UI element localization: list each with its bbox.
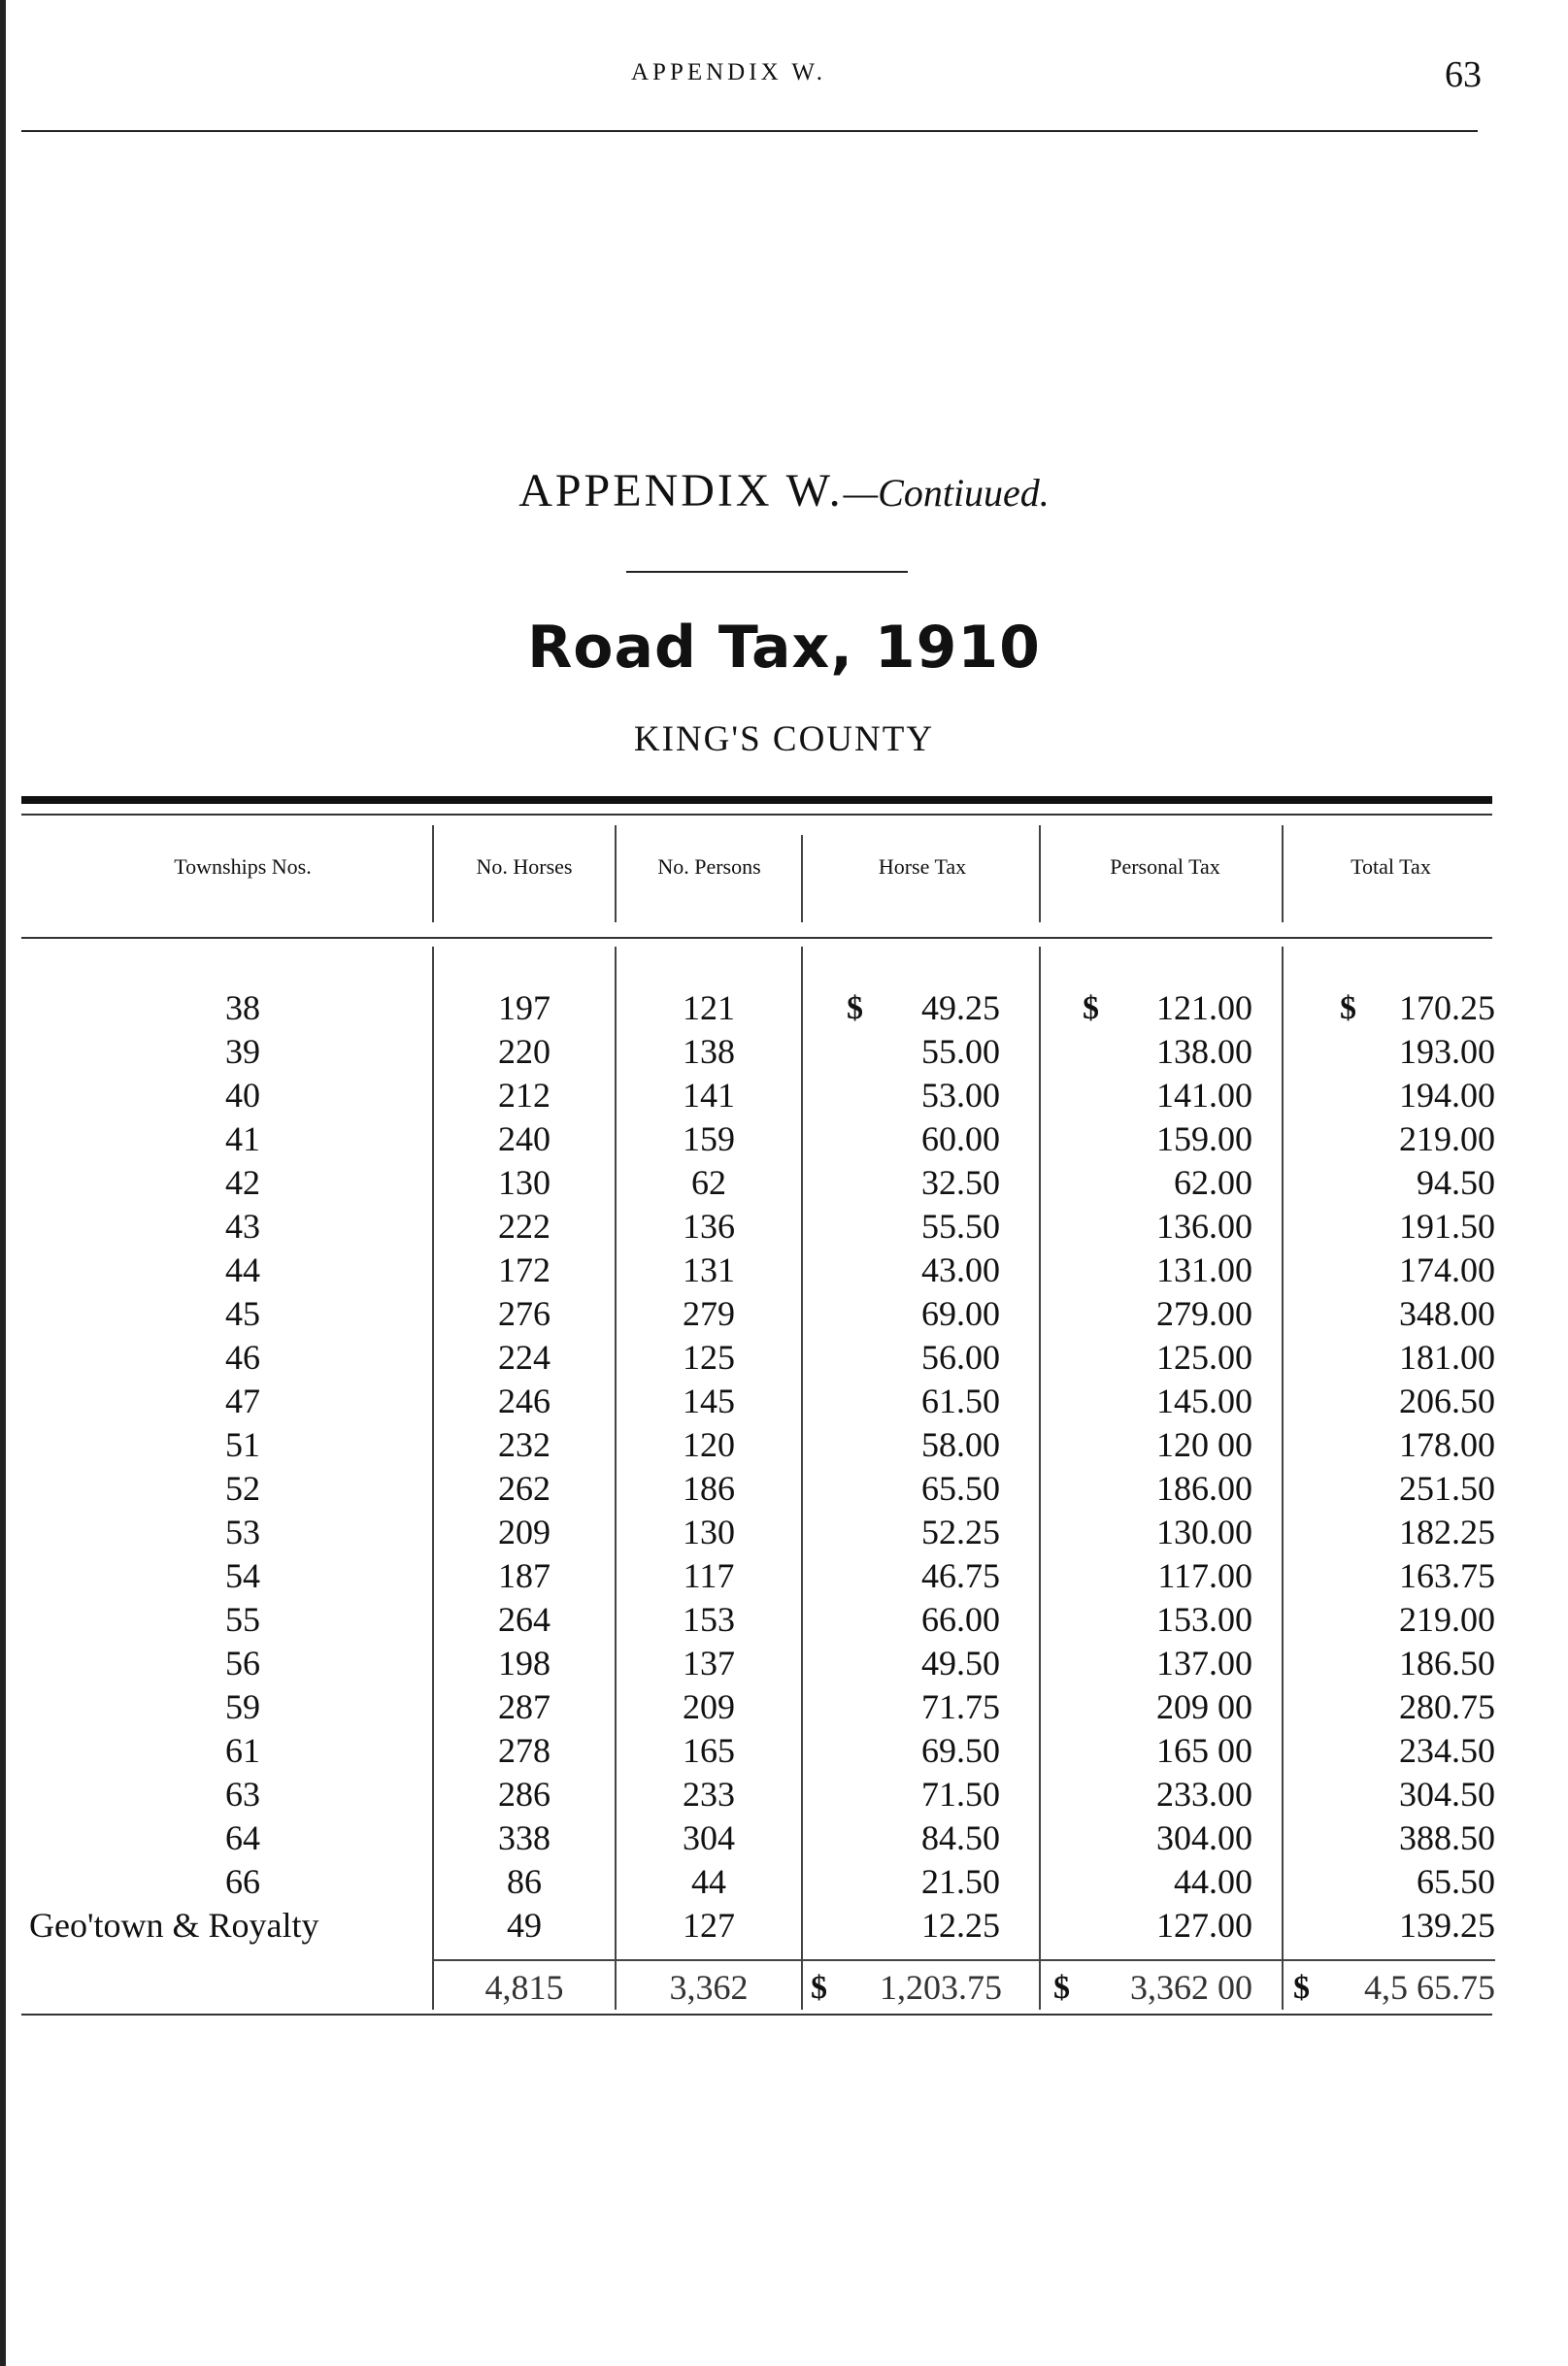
horses-cell: 240 <box>498 1119 550 1158</box>
personal-tax-cell: 131.00 <box>1156 1250 1252 1289</box>
running-title: APPENDIX W. <box>631 59 826 85</box>
column-divider <box>432 825 434 922</box>
personal-tax-cell: 153.00 <box>1156 1600 1252 1639</box>
township-cell: 43 <box>225 1207 260 1246</box>
township-cell: 38 <box>225 988 260 1027</box>
township-cell: 39 <box>225 1032 260 1071</box>
personal-tax-cell: 186.00 <box>1156 1469 1252 1508</box>
township-cell: 61 <box>225 1731 260 1770</box>
horse-tax-cell: 12.25 <box>921 1906 1000 1945</box>
grand-total-cell: 4,5 65.75 <box>1364 1968 1495 2007</box>
township-cell: 56 <box>225 1644 260 1683</box>
table-top-rule <box>21 796 1492 804</box>
totals-row <box>0 1966 1568 2010</box>
township-cell: 52 <box>225 1469 260 1508</box>
horse-tax-cell: 61.50 <box>921 1382 1000 1420</box>
table-top-thin-rule <box>21 814 1492 816</box>
column-divider <box>801 835 803 922</box>
table-row <box>0 1292 1568 1336</box>
table-row <box>0 1685 1568 1729</box>
personal-tax-cell: 137.00 <box>1156 1644 1252 1683</box>
persons-cell: 121 <box>683 988 735 1027</box>
horse-tax-cell: 66.00 <box>921 1600 1000 1639</box>
horse-tax-cell: 71.50 <box>921 1775 1000 1814</box>
township-cell: 46 <box>225 1338 260 1377</box>
township-cell: 55 <box>225 1600 260 1639</box>
dollar-sign: $ <box>1340 990 1356 1026</box>
horse-tax-cell: 71.75 <box>921 1687 1000 1726</box>
horse-tax-cell: 69.00 <box>921 1294 1000 1333</box>
personal-tax-cell: 145.00 <box>1156 1382 1252 1420</box>
township-cell: 45 <box>225 1294 260 1333</box>
page-title: Road Tax, 1910 <box>527 614 1041 682</box>
persons-cell: 233 <box>683 1775 735 1814</box>
total-tax-cell: 348.00 <box>1399 1294 1495 1333</box>
township-cell: 40 <box>225 1076 260 1115</box>
township-cell: 41 <box>225 1119 260 1158</box>
dollar-sign: $ <box>1083 990 1099 1026</box>
total-tax-cell: 388.50 <box>1399 1818 1495 1857</box>
dollar-sign: $ <box>847 990 863 1026</box>
personal-tax-cell: 159.00 <box>1156 1119 1252 1158</box>
total-tax-cell: 193.00 <box>1399 1032 1495 1071</box>
appendix-label: APPENDIX W. <box>518 465 844 517</box>
persons-cell: 145 <box>683 1382 735 1420</box>
personal-tax-cell: 165 00 <box>1156 1731 1252 1770</box>
township-cell: 51 <box>225 1425 260 1464</box>
personal-tax-cell: 127.00 <box>1156 1906 1252 1945</box>
horses-cell: 286 <box>498 1775 550 1814</box>
township-cell: 66 <box>225 1862 260 1901</box>
persons-cell: 137 <box>683 1644 735 1683</box>
horses-cell: 86 <box>507 1862 542 1901</box>
total-tax-cell: 170.25 <box>1399 988 1495 1027</box>
total-tax-cell: 280.75 <box>1399 1687 1495 1726</box>
total-tax-cell: 191.50 <box>1399 1207 1495 1246</box>
horse-tax-cell: 56.00 <box>921 1338 1000 1377</box>
persons-cell: 138 <box>683 1032 735 1071</box>
table-row <box>0 986 1568 1030</box>
table-row <box>0 1904 1568 1948</box>
column-header-horses: No. Horses <box>476 854 573 879</box>
persons-cell: 186 <box>683 1469 735 1508</box>
personal-tax-cell: 62.00 <box>1174 1163 1252 1202</box>
total-persons-cell: 3,362 <box>669 1968 749 2007</box>
table-row <box>0 1030 1568 1074</box>
horse-tax-cell: 21.50 <box>921 1862 1000 1901</box>
personal-tax-cell: 279.00 <box>1156 1294 1252 1333</box>
table-row <box>0 1423 1568 1467</box>
persons-cell: 304 <box>683 1818 735 1857</box>
personal-tax-cell: 117.00 <box>1157 1556 1252 1595</box>
horses-cell: 276 <box>498 1294 550 1333</box>
table-row <box>0 1205 1568 1249</box>
township-cell: 44 <box>225 1250 260 1289</box>
horse-tax-cell: 49.25 <box>921 988 1000 1027</box>
total-tax-cell: 181.00 <box>1399 1338 1495 1377</box>
table-row <box>0 1773 1568 1816</box>
total-tax-cell: 234.50 <box>1399 1731 1495 1770</box>
page-number: 63 <box>1445 54 1482 95</box>
horse-tax-cell: 43.00 <box>921 1250 1000 1289</box>
horses-cell: 232 <box>498 1425 550 1464</box>
sum-rule <box>1039 1959 1282 1961</box>
personal-tax-cell: 121.00 <box>1156 988 1252 1027</box>
township-cell: 47 <box>225 1382 260 1420</box>
horses-cell: 224 <box>498 1338 550 1377</box>
column-header-persons: No. Persons <box>657 854 761 879</box>
personal-tax-cell: 125.00 <box>1156 1338 1252 1377</box>
column-header-personal-tax: Personal Tax <box>1110 854 1220 879</box>
total-tax-cell: 163.75 <box>1399 1556 1495 1595</box>
persons-cell: 127 <box>683 1906 735 1945</box>
total-horses-cell: 4,815 <box>484 1968 564 2007</box>
table-row <box>0 1554 1568 1598</box>
table-row <box>0 1860 1568 1904</box>
total-tax-cell: 139.25 <box>1399 1906 1495 1945</box>
personal-tax-cell: 130.00 <box>1156 1513 1252 1551</box>
column-header-total-tax: Total Tax <box>1351 854 1431 879</box>
personal-tax-cell: 120 00 <box>1156 1425 1252 1464</box>
table-bottom-rule <box>21 2014 1492 2016</box>
horses-cell: 287 <box>498 1687 550 1726</box>
persons-cell: 130 <box>683 1513 735 1551</box>
sum-rule <box>1282 1959 1495 1961</box>
horse-tax-cell: 49.50 <box>921 1644 1000 1683</box>
horses-cell: 212 <box>498 1076 550 1115</box>
persons-cell: 117 <box>683 1556 735 1595</box>
horse-tax-cell: 55.00 <box>921 1032 1000 1071</box>
total-tax-cell: 186.50 <box>1399 1644 1495 1683</box>
column-divider <box>1039 825 1041 922</box>
horse-tax-cell: 46.75 <box>921 1556 1000 1595</box>
dollar-sign: $ <box>1293 1970 1310 2006</box>
township-cell: 42 <box>225 1163 260 1202</box>
sum-rule <box>801 1959 1039 1961</box>
dollar-sign: $ <box>811 1970 827 2006</box>
appendix-heading <box>0 464 1568 517</box>
persons-cell: 136 <box>683 1207 735 1246</box>
table-row <box>0 1642 1568 1685</box>
township-cell: 64 <box>225 1818 260 1857</box>
personal-tax-cell: 209 00 <box>1156 1687 1252 1726</box>
persons-cell: 165 <box>683 1731 735 1770</box>
personal-tax-cell: 141.00 <box>1156 1076 1252 1115</box>
column-divider <box>1282 825 1284 922</box>
title-separator <box>626 571 908 573</box>
horse-tax-cell: 53.00 <box>921 1076 1000 1115</box>
persons-cell: 141 <box>683 1076 735 1115</box>
total-horse-tax-cell: 1,203.75 <box>880 1968 1002 2007</box>
persons-cell: 279 <box>683 1294 735 1333</box>
township-cell: Geo'town & Royalty <box>29 1906 319 1945</box>
horses-cell: 49 <box>507 1906 542 1945</box>
horses-cell: 197 <box>498 988 550 1027</box>
personal-tax-cell: 138.00 <box>1156 1032 1252 1071</box>
horse-tax-cell: 52.25 <box>921 1513 1000 1551</box>
township-cell: 63 <box>225 1775 260 1814</box>
horse-tax-cell: 60.00 <box>921 1119 1000 1158</box>
persons-cell: 209 <box>683 1687 735 1726</box>
table-row <box>0 1467 1568 1511</box>
table-row <box>0 1729 1568 1773</box>
total-tax-cell: 94.50 <box>1417 1163 1495 1202</box>
horses-cell: 264 <box>498 1600 550 1639</box>
horses-cell: 338 <box>498 1818 550 1857</box>
header-rule <box>21 130 1478 132</box>
horse-tax-cell: 84.50 <box>921 1818 1000 1857</box>
personal-tax-cell: 44.00 <box>1174 1862 1252 1901</box>
horses-cell: 198 <box>498 1644 550 1683</box>
persons-cell: 125 <box>683 1338 735 1377</box>
sum-rule <box>432 1959 617 1961</box>
total-tax-cell: 174.00 <box>1399 1250 1495 1289</box>
running-head <box>0 53 1568 95</box>
table-row <box>0 1816 1568 1860</box>
persons-cell: 153 <box>683 1600 735 1639</box>
horse-tax-cell: 58.00 <box>921 1425 1000 1464</box>
table-row <box>0 1161 1568 1205</box>
personal-tax-cell: 136.00 <box>1156 1207 1252 1246</box>
total-tax-cell: 304.50 <box>1399 1775 1495 1814</box>
column-header-horse-tax: Horse Tax <box>878 854 967 879</box>
table-row <box>0 1336 1568 1380</box>
sum-rule <box>615 1959 801 1961</box>
total-personal-tax-cell: 3,362 00 <box>1130 1968 1252 2007</box>
horses-cell: 222 <box>498 1207 550 1246</box>
horses-cell: 246 <box>498 1382 550 1420</box>
continued-label: —Contiuued. <box>843 471 1050 515</box>
total-tax-cell: 206.50 <box>1399 1382 1495 1420</box>
dollar-sign: $ <box>1053 1970 1070 2006</box>
persons-cell: 131 <box>683 1250 735 1289</box>
horses-cell: 172 <box>498 1250 550 1289</box>
persons-cell: 120 <box>683 1425 735 1464</box>
column-divider <box>615 825 617 922</box>
total-tax-cell: 65.50 <box>1417 1862 1495 1901</box>
horses-cell: 130 <box>498 1163 550 1202</box>
table-row <box>0 1249 1568 1292</box>
township-cell: 54 <box>225 1556 260 1595</box>
persons-cell: 44 <box>691 1862 726 1901</box>
horses-cell: 262 <box>498 1469 550 1508</box>
horse-tax-cell: 55.50 <box>921 1207 1000 1246</box>
persons-cell: 159 <box>683 1119 735 1158</box>
total-tax-cell: 219.00 <box>1399 1119 1495 1158</box>
column-header-township: Townships Nos. <box>174 854 312 879</box>
personal-tax-cell: 304.00 <box>1156 1818 1252 1857</box>
county-subtitle: KING'S COUNTY <box>633 719 935 759</box>
horses-cell: 187 <box>498 1556 550 1595</box>
table-row <box>0 1117 1568 1161</box>
personal-tax-cell: 233.00 <box>1156 1775 1252 1814</box>
total-tax-cell: 219.00 <box>1399 1600 1495 1639</box>
horses-cell: 220 <box>498 1032 550 1071</box>
total-tax-cell: 251.50 <box>1399 1469 1495 1508</box>
horse-tax-cell: 69.50 <box>921 1731 1000 1770</box>
total-tax-cell: 194.00 <box>1399 1076 1495 1115</box>
table-row <box>0 1074 1568 1117</box>
persons-cell: 62 <box>691 1163 726 1202</box>
header-bottom-rule <box>21 937 1492 939</box>
horses-cell: 209 <box>498 1513 550 1551</box>
total-tax-cell: 182.25 <box>1399 1513 1495 1551</box>
horse-tax-cell: 65.50 <box>921 1469 1000 1508</box>
horses-cell: 278 <box>498 1731 550 1770</box>
township-cell: 59 <box>225 1687 260 1726</box>
table-row <box>0 1598 1568 1642</box>
township-cell: 53 <box>225 1513 260 1551</box>
table-row <box>0 1380 1568 1423</box>
total-tax-cell: 178.00 <box>1399 1425 1495 1464</box>
table-row <box>0 1511 1568 1554</box>
horse-tax-cell: 32.50 <box>921 1163 1000 1202</box>
